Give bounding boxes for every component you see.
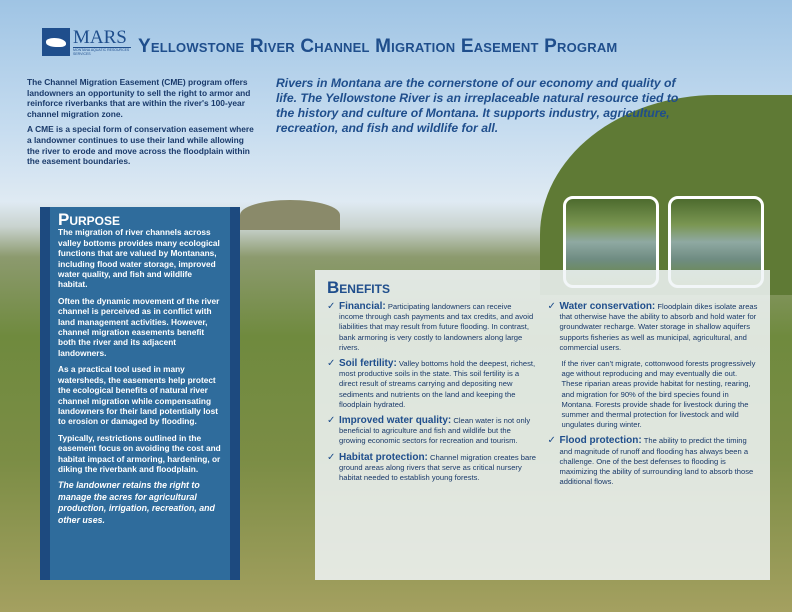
logo-subtitle: MONTANA AQUATIC RESOURCES SERVICES [73,47,130,56]
benefit-text: The ability to predict the timing and magnitude of runoff and flooding has always been a challenge. One of the best defenses to flooding is maximizing the ability of surrounding land to absorb those additional flows. [559,436,754,487]
benefits-heading: Benefits [327,278,390,297]
purpose-paragraph: Typically, restrictions outlined in the easement focus on avoiding the cost and habitat impact of armoring, hardening, or diking the riverbank and floodplain. [58,432,221,474]
benefit-item [327,453,538,484]
benefit-item [327,359,538,410]
checkmark-icon: ✓ [547,301,556,312]
benefits-panel [315,270,770,580]
benefit-title: Flood protection: [559,435,642,447]
benefit-text: Participating landowners can receive income through cash payments and tax credits, and avoid liabilities that may result from future flooding. In contrast, bank armoring is very costly to landowners along large rivers. [339,302,534,352]
benefit-item [327,416,538,447]
purpose-panel [40,207,240,580]
benefit-item [548,436,759,487]
benefit-extra-text: If the river can't migrate, cottonwood forests progressively age without reproducing and may eventually die out. These riparian areas provide habitat for nesting, rearing, and migration for 90% of the bird species found in Montana. Forests provide shade for livestock during the summer and thermal protection for livestock and wild ungulates during winter. [561,359,756,430]
checkmark-icon: ✓ [327,358,336,370]
intro-quote: Rivers in Montana are the cornerstone of our economy and quality of life. The Yellowstone River is an irreplaceable natural resource tied to the history and culture of Montana. It supports industry, agriculture, recreation, and fish and wildlife for all. [276,76,679,135]
purpose-paragraph: As a practical tool used in many watersheds, the easements help protect the ecological benefits of natural river channel migration while compensating landowners for their land potentially lost to erosion or damaged by flooding. [58,364,218,427]
intro-paragraph: A CME is a special form of conservation easement where a landowner continues to use their land while allowing the river to erode and move across the floodplain within the easement boundaries. [27,124,254,167]
benefit-text: Channel migration creates bare ground areas along rivers that serve as critical nursery habitat needed to establish young forests. [339,452,536,483]
benefit-title: Soil fertility: [339,358,397,370]
intro-paragraph: The Channel Migration Easement (CME) program offers landowners an opportunity to sell the right to armor and reinforce riverbanks that are within the river's 100-year channel migration zone. [27,77,251,119]
checkmark-icon: ✓ [327,301,336,312]
purpose-heading: Purpose [58,210,121,229]
purpose-paragraph: Often the dynamic movement of the river channel is perceived as in conflict with land management activities. However, channel migration easements benefit both the river and its adjacent landowners. [58,295,220,358]
checkmark-icon: ✓ [547,435,556,447]
benefit-item [548,302,759,353]
benefit-title: Improved water quality: [339,415,452,427]
intro-text [27,77,255,172]
fish-logo-icon [42,28,70,56]
benefit-title: Financial: [339,301,386,312]
purpose-paragraph: The migration of river channels across valley bottoms provides many ecological functions that are valued by Montanans, including flood water storage, improved water quality, and fish and wildlife habitat. [58,227,220,290]
logo-name: MARS [73,26,127,48]
background-hills [240,200,340,230]
benefit-item [327,302,538,353]
benefit-text: Valley bottoms hold the deepest, richest, most productive soils in the state. This soil fertility is a direct result of streams carrying and depositing new sediments and nutrients on the land and keeping the floodplain hydrated. [339,359,536,409]
checkmark-icon: ✓ [327,415,336,427]
benefit-title: Habitat protection: [339,451,428,463]
benefit-text: Floodplain dikes isolate areas that otherwise have the ability to absorb and hold water for groundwater recharge. Water storage in shallow aquifers supports fisheries as well as municipal, agricultural, and commercial users. [559,302,758,352]
purpose-closing: The landowner retains the right to manage the acres for agricultural production, irrigation, recreation, and other uses. [58,480,215,525]
benefit-title: Water conservation: [559,301,656,312]
page-title: Yellowstone River Channel Migration Easement Program [138,36,618,57]
mars-logo [42,28,131,56]
benefit-text: Clean water is not only beneficial to agriculture and fish and wildlife but the growing economic sectors for recreation and tourism. [339,416,531,446]
checkmark-icon: ✓ [327,451,336,463]
